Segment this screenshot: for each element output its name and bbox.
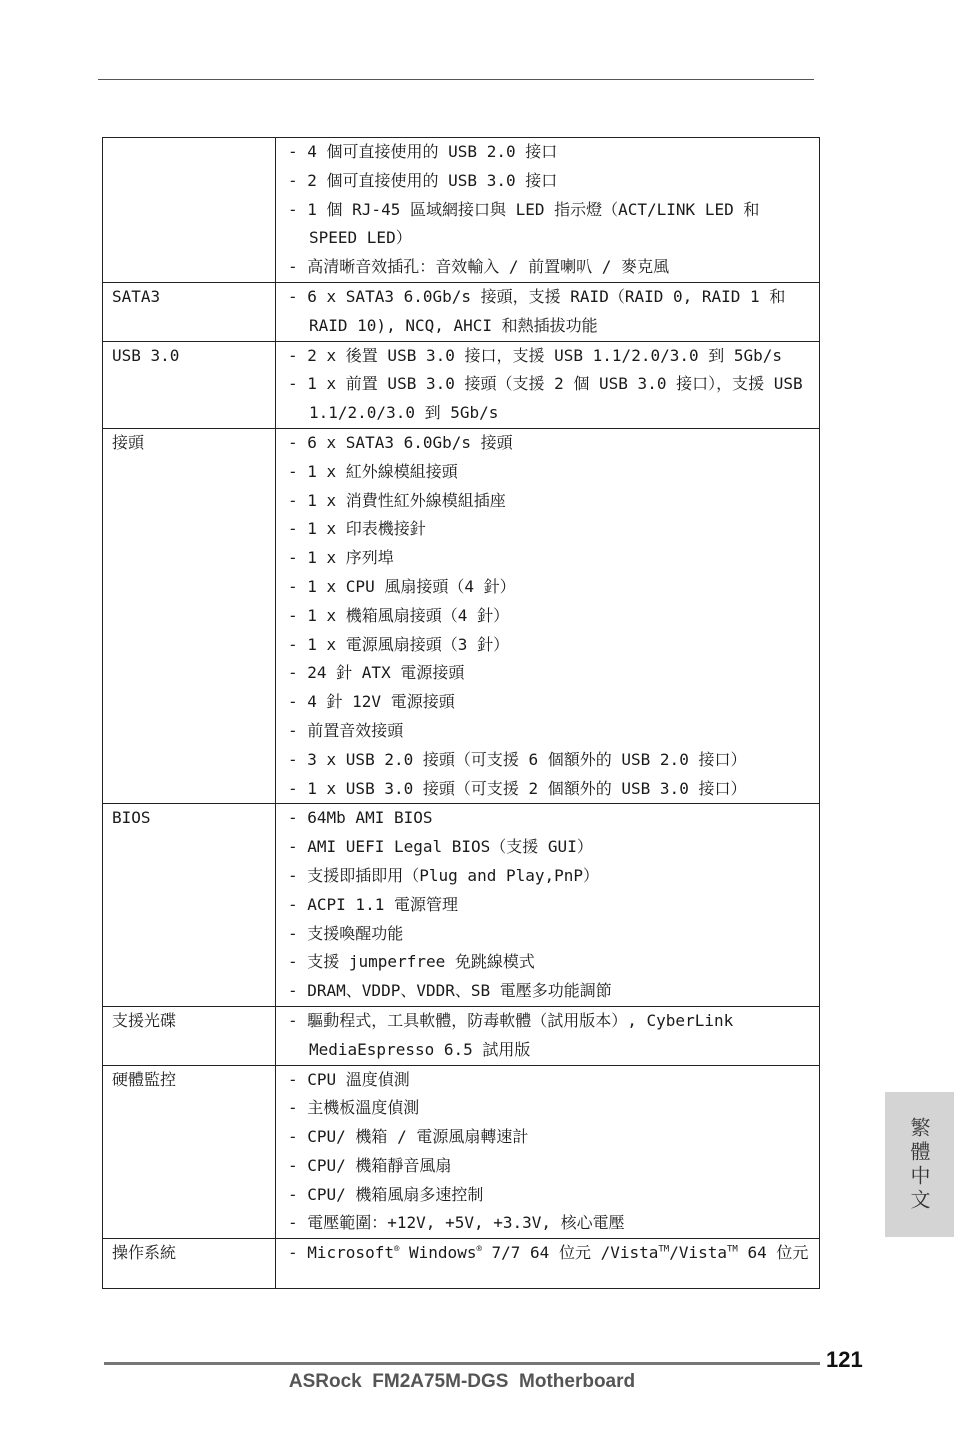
spec-line: SPEED LED） [309, 228, 412, 248]
spec-line: - 電壓範圍：+12V, +5V, +3.3V, 核心電壓 [288, 1213, 625, 1233]
spec-content [276, 1006, 820, 1065]
spec-label: SATA3 [103, 282, 276, 341]
spec-row [103, 804, 820, 1007]
os-prefix: - Microsoft [288, 1243, 394, 1263]
spec-line: MediaEspresso 6.5 試用版 [309, 1039, 531, 1059]
spec-line-os [288, 1239, 815, 1268]
spec-row [103, 138, 820, 283]
spec-line: RAID 10), NCQ, AHCI 和熱插拔功能 [309, 315, 598, 335]
spec-line: - DRAM、VDDP、VDDR、SB 電壓多功能調節 [288, 981, 612, 1001]
spec-line: - 1 x 前置 USB 3.0 接頭（支援 2 個 USB 3.0 接口），支援 USB [288, 374, 803, 394]
spec-content [276, 1065, 820, 1239]
spec-line: - 支援即插即用（Plug and Play,PnP） [288, 865, 600, 885]
spec-line: - CPU/ 機箱靜音風扇 [288, 1155, 452, 1175]
spec-line: - 2 個可直接使用的 USB 3.0 接口 [288, 170, 558, 190]
spec-line: - ACPI 1.1 電源管理 [288, 894, 458, 914]
spec-line: - 3 x USB 2.0 接頭（可支援 6 個額外的 USB 2.0 接口） [288, 749, 747, 769]
footer-title: ASRock FM2A75M-DGS Motherboard [288, 1371, 636, 1392]
spec-line: - AMI UEFI Legal BIOS（支援 GUI） [288, 837, 593, 857]
header-rule [98, 79, 814, 80]
spec-line: - 1 x 機箱風扇接頭（4 針） [288, 605, 510, 625]
spec-content [276, 138, 820, 283]
spec-line: - 1 個 RJ-45 區域網接口與 LED 指示燈（ACT/LINK LED 和 [288, 199, 760, 219]
spec-content [276, 282, 820, 341]
spec-line: - CPU/ 機箱風扇多速控制 [288, 1184, 484, 1204]
os-version: 7/7 64 位元 /Vista [481, 1243, 659, 1263]
spec-content [276, 341, 820, 428]
spec-line: - CPU 溫度偵測 [288, 1069, 410, 1089]
spec-line: - 主機板溫度偵測 [288, 1098, 420, 1118]
spec-line: - 1 x CPU 風扇接頭（4 針） [288, 576, 516, 596]
spec-row [103, 282, 820, 341]
spec-line: - 1 x USB 3.0 接頭（可支援 2 個額外的 USB 3.0 接口） [288, 778, 747, 798]
spec-line: - 支援喚醒功能 [288, 923, 404, 943]
spec-line: - 1 x 序列埠 [288, 548, 394, 568]
spec-line: 1.1/2.0/3.0 到 5Gb/s [309, 403, 499, 423]
os-slash: /Vista [669, 1243, 728, 1263]
language-tab-label: 繁體中文 [907, 1116, 931, 1213]
os-windows: Windows [399, 1243, 477, 1263]
spec-line: - 支援 jumperfree 免跳線模式 [288, 952, 535, 972]
spec-row [103, 428, 820, 803]
spec-row [103, 1006, 820, 1065]
registered-mark: ® [393, 1244, 400, 1255]
spec-label [103, 138, 276, 283]
spec-table [102, 137, 820, 1289]
footer-rule [104, 1362, 820, 1365]
trademark-mark: TM [727, 1244, 738, 1255]
spec-row-os [103, 1239, 820, 1289]
spec-table-os [103, 1239, 820, 1289]
trademark-mark: TM [658, 1244, 670, 1255]
page-number: 121 [826, 1347, 863, 1372]
os-suffix: 64 位元 [737, 1243, 809, 1263]
spec-label: 操作系統 [103, 1239, 276, 1289]
spec-label: USB 3.0 [103, 341, 276, 428]
spec-line: - 4 針 12V 電源接頭 [288, 692, 455, 712]
spec-line: - 6 x SATA3 6.0Gb/s 接頭 [288, 432, 513, 452]
spec-label: 硬體監控 [103, 1065, 276, 1239]
spec-line: - 4 個可直接使用的 USB 2.0 接口 [288, 142, 558, 161]
spec-table-body [103, 138, 820, 1239]
spec-line: - 1 x 消費性紅外線模組插座 [288, 490, 506, 510]
spec-line: - 驅動程式，工具軟體，防毒軟體（試用版本）, CyberLink [288, 1010, 734, 1030]
spec-row [103, 341, 820, 428]
spec-line: - 2 x 後置 USB 3.0 接口，支援 USB 1.1/2.0/3.0 到 5Gb/s [288, 345, 783, 365]
spec-row [103, 1065, 820, 1239]
spec-label: 接頭 [103, 428, 276, 803]
spec-line: - 1 x 印表機接針 [288, 519, 426, 539]
spec-line: - 1 x 電源風扇接頭（3 針） [288, 634, 510, 654]
spec-content [276, 804, 820, 1007]
spec-line: - 24 針 ATX 電源接頭 [288, 663, 465, 683]
spec-content [276, 428, 820, 803]
spec-label: 支援光碟 [103, 1006, 276, 1065]
language-tab [885, 1092, 954, 1237]
registered-mark: ® [476, 1244, 482, 1255]
spec-label: BIOS [103, 804, 276, 1007]
spec-line: - 6 x SATA3 6.0Gb/s 接頭，支援 RAID（RAID 0, RAID 1 和 [288, 286, 786, 306]
spec-line: - 64Mb AMI BIOS [288, 808, 433, 828]
spec-content [276, 1239, 820, 1289]
spec-line: - 前置音效接頭 [288, 720, 404, 740]
spec-line: - CPU/ 機箱 / 電源風扇轉速計 [288, 1127, 529, 1147]
spec-line: - 1 x 紅外線模組接頭 [288, 461, 458, 481]
spec-line: - 高清晰音效插孔：音效輸入 / 前置喇叭 / 麥克風 [288, 257, 670, 277]
